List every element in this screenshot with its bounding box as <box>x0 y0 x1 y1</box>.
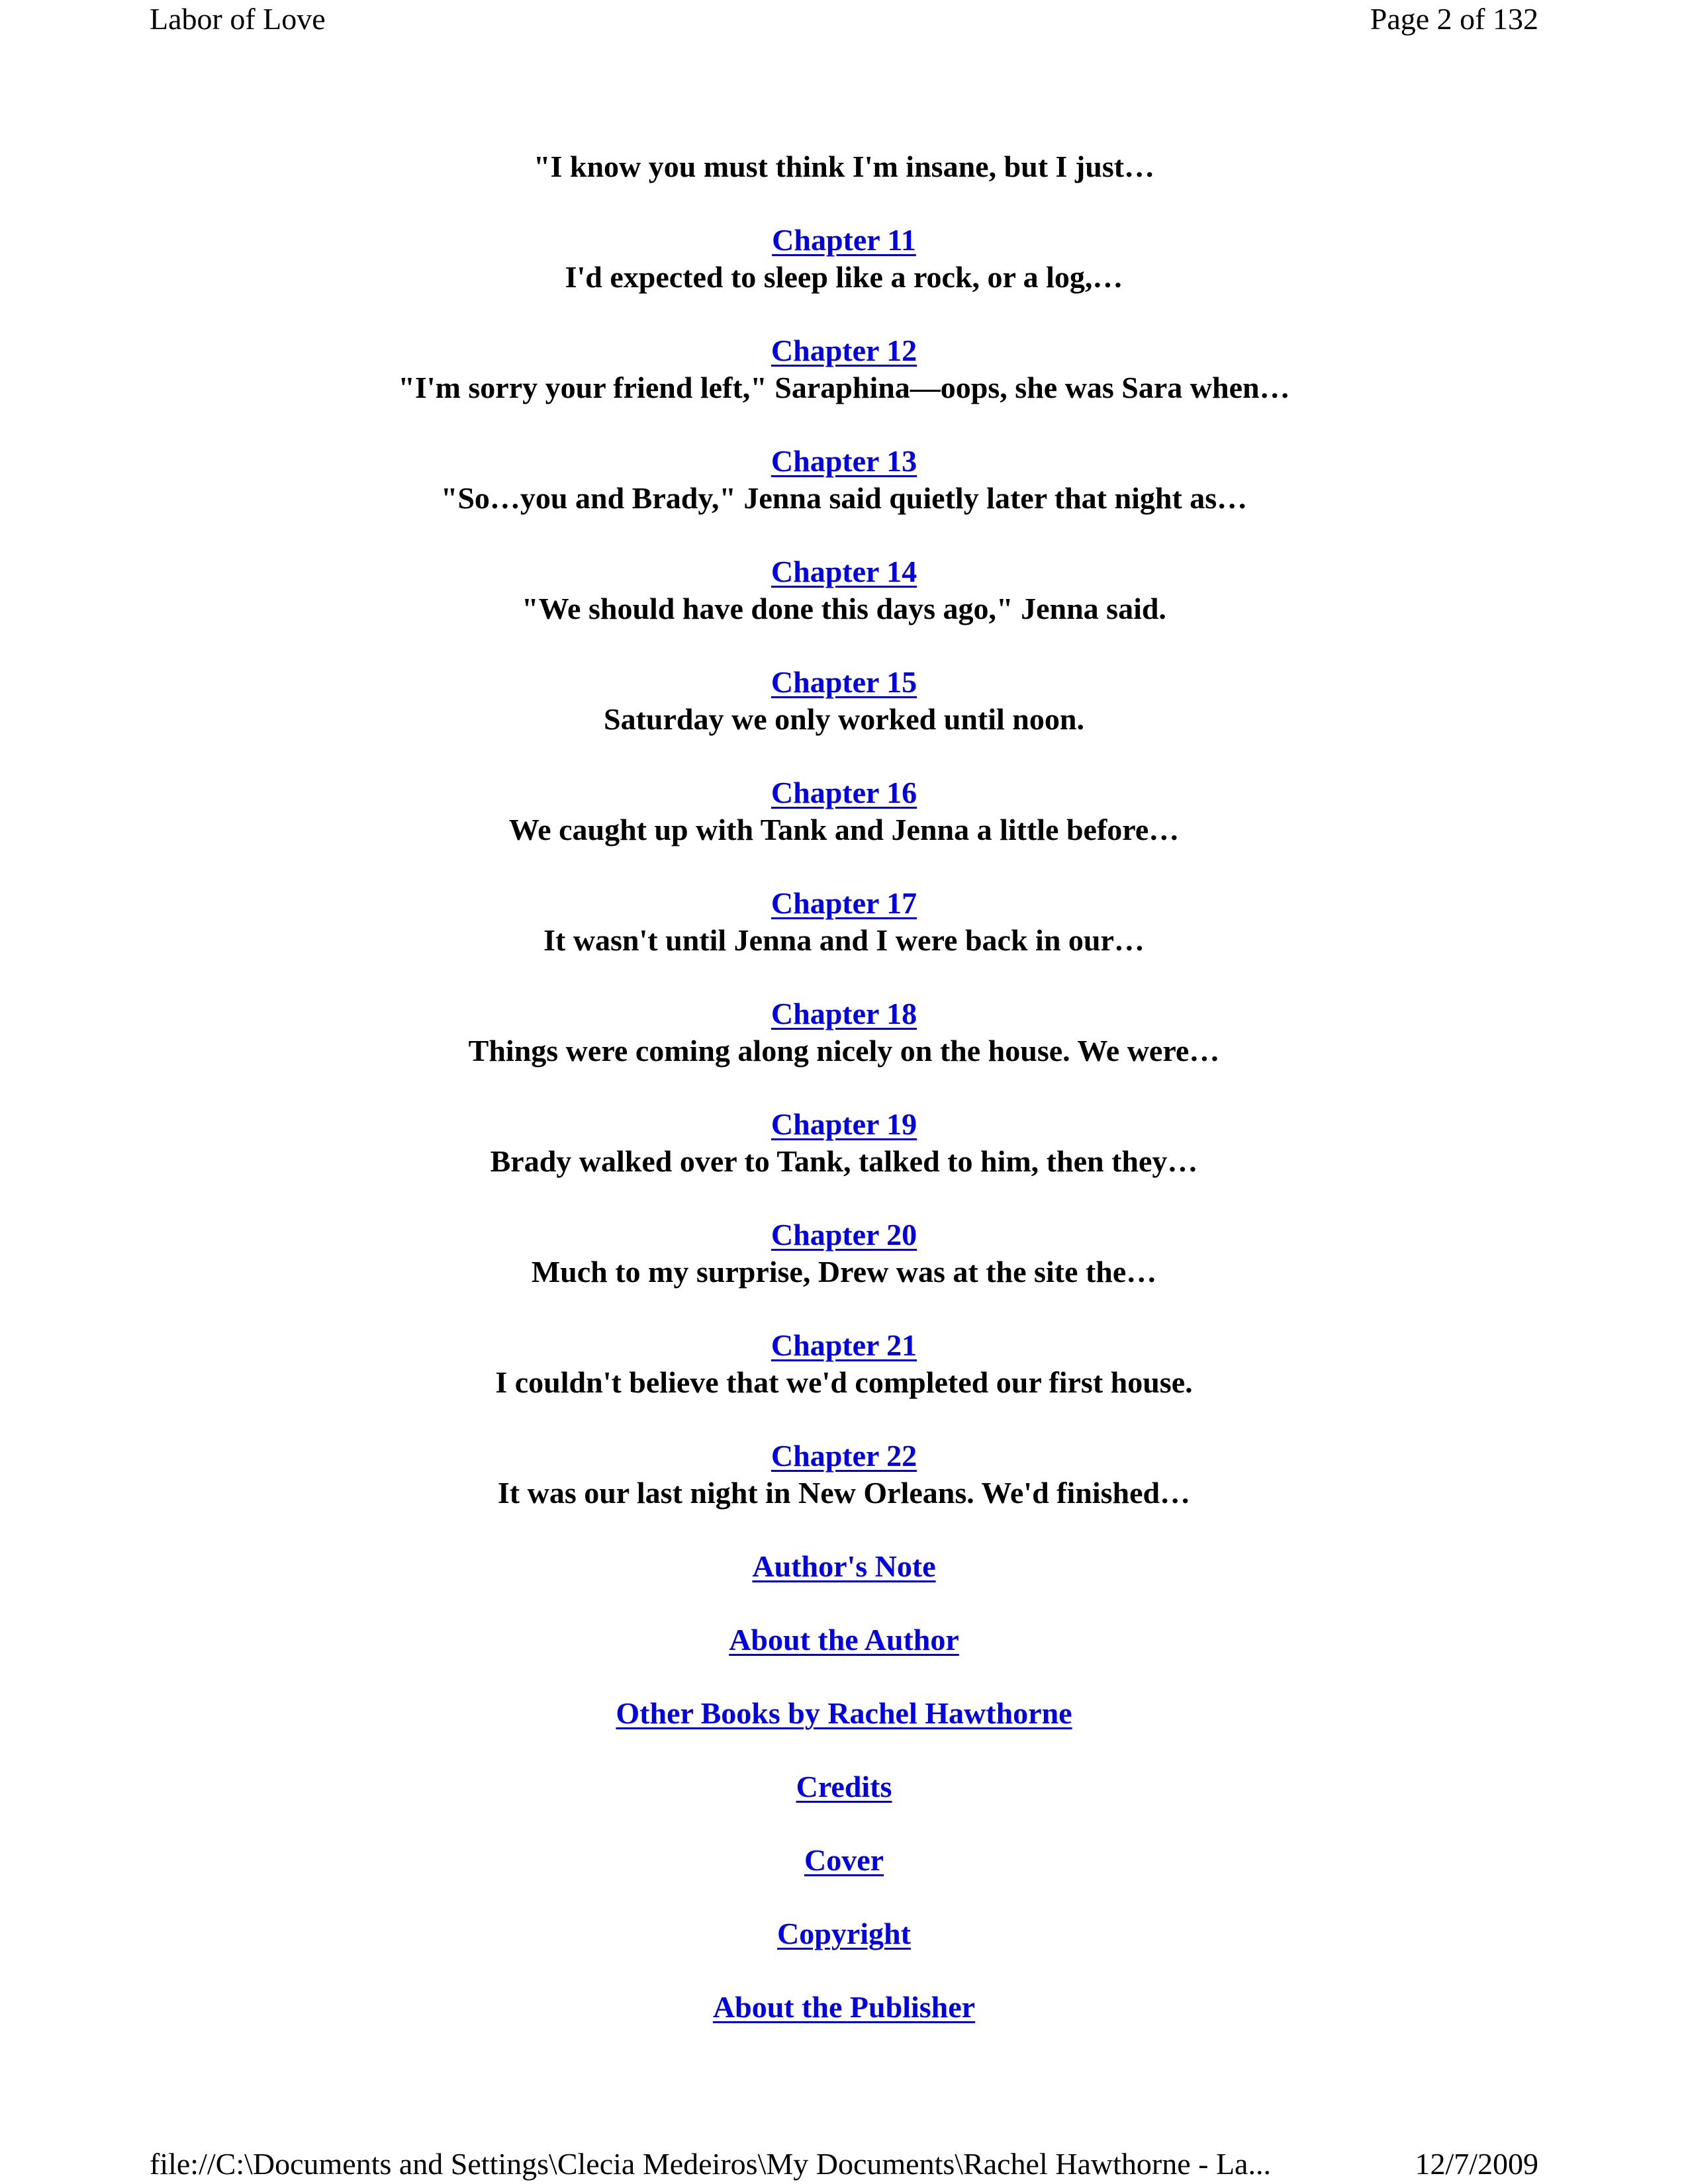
chapter-18-link[interactable]: Chapter 18 <box>771 997 917 1030</box>
chapter-22-excerpt: It was our last night in New Orleans. We'd finished… <box>497 1476 1191 1510</box>
document-title: Labor of Love <box>150 2 326 36</box>
toc-entry-chapter-18 <box>0 995 1688 1069</box>
chapter-15-link[interactable]: Chapter 15 <box>771 665 917 699</box>
chapter-17-link[interactable]: Chapter 17 <box>771 886 917 920</box>
chapter-12-link[interactable]: Chapter 12 <box>771 334 917 367</box>
back-matter-about-publisher <box>0 1989 1688 2026</box>
chapter-11-link[interactable]: Chapter 11 <box>772 223 916 257</box>
back-matter-other-books <box>0 1695 1688 1732</box>
chapter-13-excerpt: "So…you and Brady," Jenna said quietly later that night as… <box>440 481 1248 515</box>
chapter-13-link[interactable]: Chapter 13 <box>771 444 917 478</box>
toc-entry-chapter-15 <box>0 664 1688 738</box>
chapter-20-link[interactable]: Chapter 20 <box>771 1218 917 1251</box>
chapter-21-link[interactable]: Chapter 21 <box>771 1328 917 1362</box>
cover-link[interactable]: Cover <box>804 1843 884 1877</box>
toc-entry-chapter-11 <box>0 222 1688 296</box>
chapter-22-link[interactable]: Chapter 22 <box>771 1439 917 1473</box>
chapter-16-excerpt: We caught up with Tank and Jenna a little before… <box>508 813 1180 846</box>
chapter-15-excerpt: Saturday we only worked until noon. <box>604 702 1084 736</box>
credits-link[interactable]: Credits <box>796 1770 892 1803</box>
lead-excerpt: "I know you must think I'm insane, but I just… <box>533 150 1155 183</box>
toc-entry-chapter-12 <box>0 332 1688 406</box>
toc-entry-chapter-20 <box>0 1216 1688 1291</box>
other-books-link[interactable]: Other Books by Rachel Hawthorne <box>616 1696 1072 1730</box>
about-the-author-link[interactable]: About the Author <box>729 1623 959 1657</box>
chapter-17-excerpt: It wasn't until Jenna and I were back in our… <box>543 923 1145 957</box>
copyright-link[interactable]: Copyright <box>777 1917 911 1950</box>
toc-entry-chapter-19 <box>0 1106 1688 1180</box>
print-date: 12/7/2009 <box>1415 2147 1538 2181</box>
back-matter-copyright <box>0 1915 1688 1952</box>
chapter-19-link[interactable]: Chapter 19 <box>771 1107 917 1141</box>
toc-entry-chapter-21 <box>0 1327 1688 1401</box>
page-footer <box>150 2146 1538 2182</box>
about-the-publisher-link[interactable]: About the Publisher <box>712 1990 976 2024</box>
chapter-20-excerpt: Much to my surprise, Drew was at the site the… <box>531 1255 1157 1289</box>
toc-entry-chapter-14 <box>0 553 1688 627</box>
table-of-contents <box>0 148 1688 2062</box>
chapter-16-link[interactable]: Chapter 16 <box>771 776 917 809</box>
page-indicator: Page 2 of 132 <box>1370 2 1538 36</box>
back-matter-credits <box>0 1768 1688 1805</box>
chapter-14-excerpt: "We should have done this days ago," Jenna said. <box>522 592 1166 625</box>
toc-entry-chapter-22 <box>0 1437 1688 1512</box>
chapter-19-excerpt: Brady walked over to Tank, talked to him, then they… <box>490 1144 1198 1178</box>
chapter-18-excerpt: Things were coming along nicely on the house. We were… <box>468 1034 1220 1068</box>
chapter-11-excerpt: I'd expected to sleep like a rock, or a log,… <box>565 260 1123 294</box>
back-matter-cover <box>0 1842 1688 1879</box>
back-matter-authors-note <box>0 1548 1688 1585</box>
toc-entry-chapter-17 <box>0 885 1688 959</box>
chapter-21-excerpt: I couldn't believe that we'd completed our first house. <box>495 1365 1193 1399</box>
toc-entry-chapter-13 <box>0 443 1688 517</box>
toc-entry-chapter-16 <box>0 774 1688 848</box>
file-path: file://C:\Documents and Settings\Clecia Medeiros\My Documents\Rachel Hawthorne - La... <box>150 2147 1271 2181</box>
chapter-14-link[interactable]: Chapter 14 <box>771 555 917 588</box>
authors-note-link[interactable]: Author's Note <box>752 1549 936 1583</box>
chapter-12-excerpt: "I'm sorry your friend left," Saraphina—oops, she was Sara when… <box>398 371 1290 404</box>
back-matter-about-author <box>0 1621 1688 1659</box>
page-header <box>150 1 1538 37</box>
